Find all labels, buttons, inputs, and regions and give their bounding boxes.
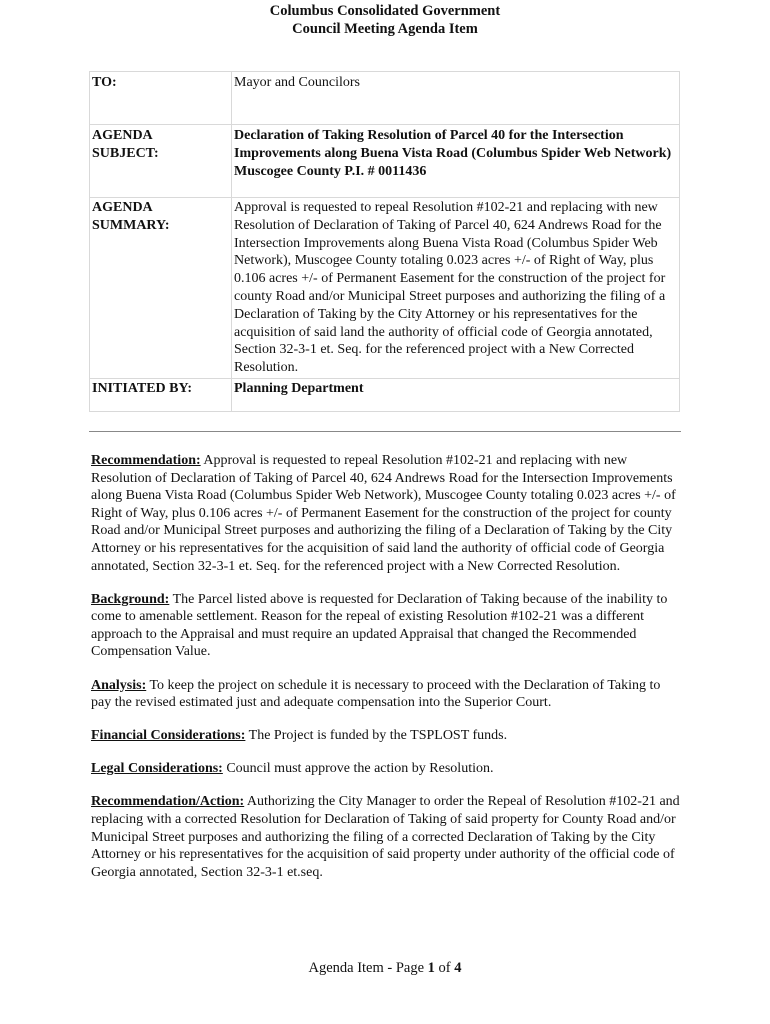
analysis-heading: Analysis: [91,677,147,693]
row-to [90,72,680,125]
footer-prefix: Agenda Item - Page [308,960,428,976]
label-subject [90,125,232,198]
label-initiated: INITIATED BY: [90,378,232,411]
value-to: Mayor and Councilors [232,72,680,125]
background-paragraph [91,591,681,661]
value-summary: Approval is requested to repeal Resolution #102-21 and replacing with new Resolution of Declaration of Taking of Parcel 40, 624 Andrews Road for the Intersection Improvements along Buena Vista Road (Columbus Spider Web Network), Muscogee County totaling 0.023 acres +/- of Right of Way, plus 0.106 acres +/- of Permanent Easement for the construction of the project for county Road and/or Municipal Street purposes and authorizing the filing of a Declaration of Taking by the City Attorney or his representatives for the acquisition of said land the authority of official code of Georgia annotated, Section 32-3-1 et. Seq. for the referenced project with a New Corrected Resolution. [232,198,680,379]
value-initiated: Planning Department [232,378,680,411]
financial-text: The Project is funded by the TSPLOST funds. [245,728,508,744]
value-subject: Declaration of Taking Resolution of Parcel 40 for the Intersection Improvements along Buena Vista Road (Columbus Spider Web Network) Muscogee County P.I. # 0011436 [232,125,680,198]
financial-heading: Financial Considerations: [91,728,246,744]
label-to: TO: [90,72,232,125]
background-heading: Background: [91,591,170,607]
row-subject [90,125,680,198]
header-organization: Columbus Consolidated Government [269,3,501,19]
financial-paragraph [91,727,681,745]
document-header [0,2,770,38]
recommendation-heading: Recommendation: [91,453,201,468]
label-summary [90,198,232,379]
legal-heading: Legal Considerations: [91,761,223,777]
footer-page-number: 1 [427,960,435,976]
recommendation-paragraph [91,452,681,575]
action-heading: Recommendation/Action: [91,794,245,810]
action-text: Authorizing the City Manager to order the Repeal of Resolution #102-21 and replacing with a corrected Resolution for Declaration of Taking of said property for County Road and/or Municipal Street purposes and authorizing the filing of a corrected Declaration of Taking by the City Attorney or his representatives for the acquisition of said property under authority of the official code of Georgia annotated, Section 32-3-1 et.seq. [91,794,680,880]
row-initiated [90,378,680,411]
document-body [91,452,681,897]
analysis-text: To keep the project on schedule it is necessary to proceed with the Declaration of Taking to pay the revised estimated just and adequate compensation into the Superior Court. [91,677,661,711]
legal-paragraph [91,760,681,778]
footer-page-total: 4 [454,960,462,976]
agenda-table [89,71,680,412]
analysis-paragraph [91,677,681,712]
row-summary [90,198,680,379]
header-doc-type: Council Meeting Agenda Item [292,21,478,37]
divider-line [89,431,681,432]
label-subject-line2: SUBJECT: [92,145,159,161]
action-paragraph [91,793,681,881]
footer-of: of [434,960,455,976]
background-text: The Parcel listed above is requested for Declaration of Taking because of the inability to come to amenable settlement. Reason for the repeal of existing Resolution #102-21 was a different approach to the Appraisal and must require an updated Appraisal that changed the Recommended Compensation Value. [91,591,668,660]
label-summary-line1: AGENDA [92,200,153,215]
recommendation-text: Approval is requested to repeal Resolution #102-21 and replacing with new Resolution of Declaration of Taking of Parcel 40, 624 Andrews Road for the Intersection Improvements along Buena Vista Road (Columbus Spider Web Network), Muscogee County totaling 0.023 acres +/- of Right of Way, plus 0.106 acres +/- of Permanent Easement for the construction of the project for county Road and/or Municipal Street purposes and authorizing the filing of a Declaration of Taking by the City Attorney or his representatives for the acquisition of said land the authority of official code of Georgia annotated, Section 32-3-1 et. Seq. for the referenced project with a New Corrected Resolution. [91,453,676,574]
label-subject-line1: AGENDA [92,128,153,143]
page-footer [0,960,770,977]
legal-text: Council must approve the action by Resolution. [222,761,494,777]
label-summary-line2: SUMMARY: [92,217,170,233]
